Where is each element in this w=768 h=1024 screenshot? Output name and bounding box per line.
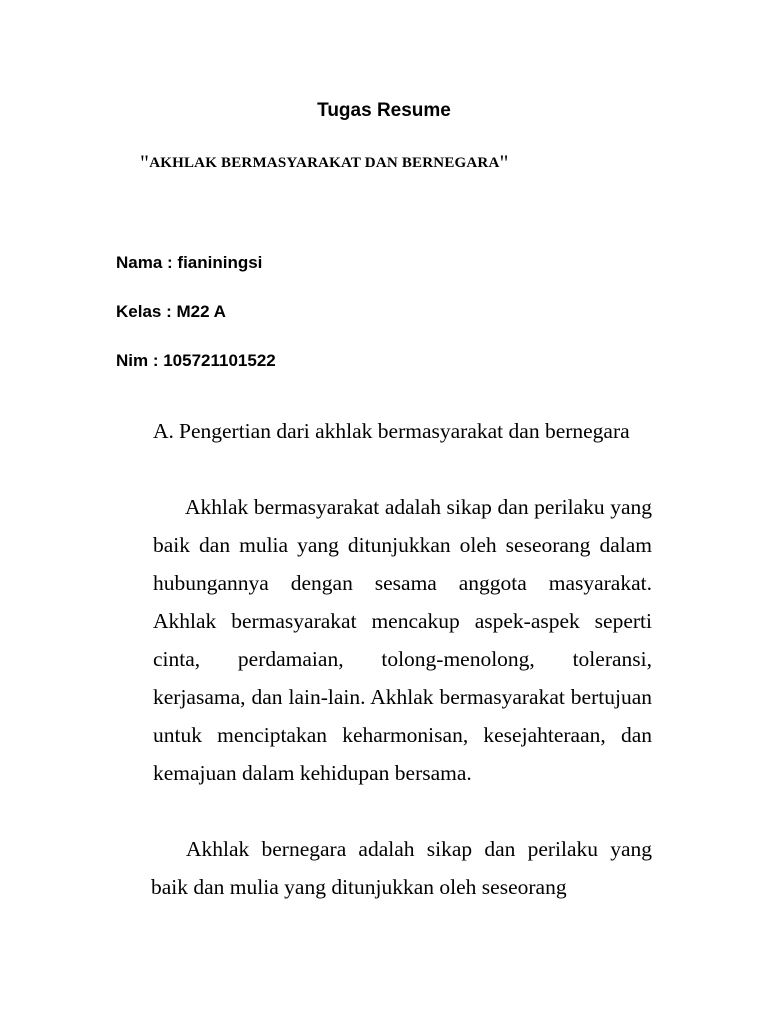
subtitle-open-quote: " <box>140 150 150 175</box>
section-a-heading <box>153 412 652 450</box>
subtitle-text: AKHLAK BERMASYARAKAT DAN BERNEGARA <box>149 155 500 171</box>
document-title: Tugas Resume <box>317 100 451 121</box>
paragraph-bernegara: Akhlak bernegara adalah sikap dan perilaku yang baik dan mulia yang ditunjukkan oleh seseorang <box>151 837 652 899</box>
student-id: Nim : 105721101522 <box>116 351 276 370</box>
student-class: Kelas : M22 A <box>116 302 226 321</box>
section-a-heading-text: Pengertian dari akhlak bermasyarakat dan bernegara <box>179 419 630 443</box>
section-a-marker: A. <box>153 419 174 443</box>
subtitle-close-quote: " <box>499 150 509 175</box>
student-name: Nama : fianiningsi <box>116 253 263 272</box>
paragraph-masyarakat: Akhlak bermasyarakat adalah sikap dan perilaku yang baik dan mulia yang ditunjukkan oleh seseorang dalam hubungannya dengan sesama anggota masyarakat. Akhlak bermasyarakat mencakup aspek-aspek seperti cinta, perdamaian, tolong-menolong, toleransi, kerjasama, dan lain-lain. Akhlak bermasyarakat bertujuan untuk menciptakan keharmonisan, kesejahteraan, dan kemajuan dalam kehidupan bersama. <box>153 495 652 785</box>
document-subtitle <box>140 150 509 176</box>
